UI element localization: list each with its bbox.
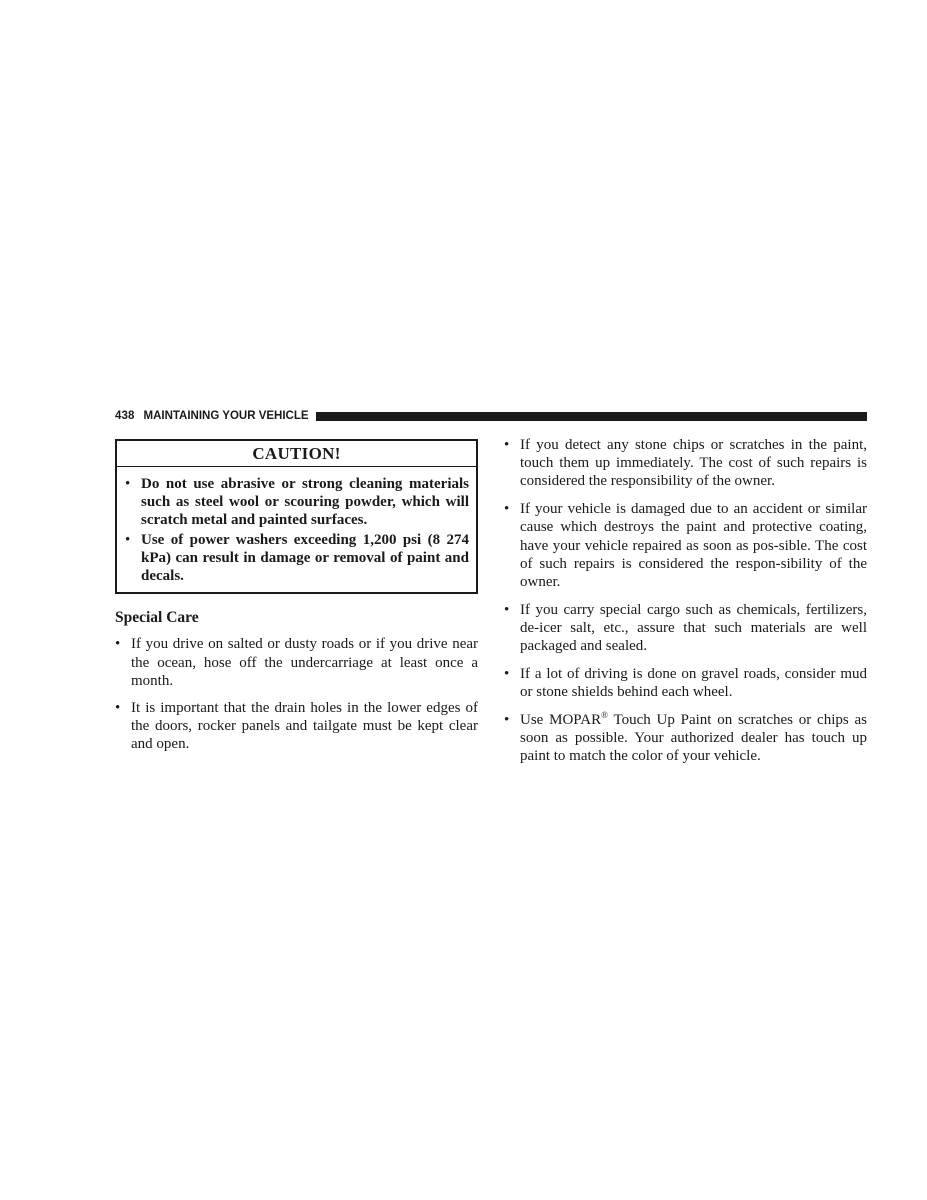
list-item-text: If a lot of driving is done on gravel roads, consider mud or stone shields behind each wheel. — [520, 666, 867, 701]
special-care-list-left — [115, 635, 478, 753]
caution-box — [115, 439, 478, 594]
list-item — [504, 436, 867, 491]
list-item — [504, 601, 867, 656]
list-item-text: If you carry special cargo such as chemicals, fertilizers, de-icer salt, etc., assure that such materials are well packaged and sealed. — [520, 601, 867, 655]
registered-mark: ® — [601, 710, 608, 721]
list-item — [504, 500, 867, 591]
caution-item — [125, 475, 469, 530]
list-item — [504, 711, 867, 766]
list-item-text: It is important that the drain holes in the lower edges of the doors, rocker panels and tailgate must be kept clear and open. — [131, 700, 478, 753]
bullet-icon: • — [504, 712, 510, 729]
list-item-text: If your vehicle is damaged due to an accident or similar cause which destroys the paint and protective coating, have your vehicle repaired as soon as pos-sible. The cost of such repairs is considered the respon-sibility of the owner. — [520, 501, 867, 591]
list-item-text — [520, 712, 867, 764]
bullet-icon: • — [504, 437, 510, 453]
caution-list — [117, 467, 476, 592]
bullet-icon: • — [115, 636, 121, 653]
mopar-suffix: Touch Up Paint on scratches or chips as soon as possible. Your authorized dealer has touch up paint to match the color of your vehicle. — [520, 712, 867, 765]
left-column — [115, 436, 478, 763]
right-column — [504, 436, 867, 775]
bullet-icon: • — [125, 476, 131, 492]
list-item-text: If you detect any stone chips or scratches in the paint, touch them up immediately. The cost of such repairs is considered the responsibility of the owner. — [520, 437, 867, 490]
page-header — [115, 409, 867, 423]
caution-title: CAUTION! — [117, 441, 476, 467]
special-care-list-right — [504, 436, 867, 766]
bullet-icon: • — [504, 666, 510, 683]
mopar-prefix: Use MOPAR — [520, 712, 602, 729]
bullet-icon: • — [125, 531, 131, 548]
list-item — [115, 635, 478, 690]
caution-item-text: Use of power washers exceeding 1,200 psi (8 274 kPa) can result in damage or removal of paint and decals. — [141, 531, 469, 585]
bullet-icon: • — [504, 601, 510, 618]
list-item — [504, 665, 867, 701]
list-item-text: If you drive on salted or dusty roads or if you drive near the ocean, hose off the undercarriage at least once a month. — [131, 636, 478, 689]
bullet-icon: • — [115, 700, 121, 717]
list-item — [115, 699, 478, 754]
section-title: MAINTAINING YOUR VEHICLE — [143, 410, 309, 422]
caution-item-text: Do not use abrasive or strong cleaning materials such as steel wool or scouring powder, which will scratch metal and painted surfaces. — [141, 476, 469, 529]
bullet-icon: • — [504, 501, 510, 518]
page-number: 438 — [115, 410, 135, 422]
caution-item — [125, 531, 469, 586]
header-rule — [316, 412, 867, 421]
special-care-heading: Special Care — [115, 609, 199, 627]
